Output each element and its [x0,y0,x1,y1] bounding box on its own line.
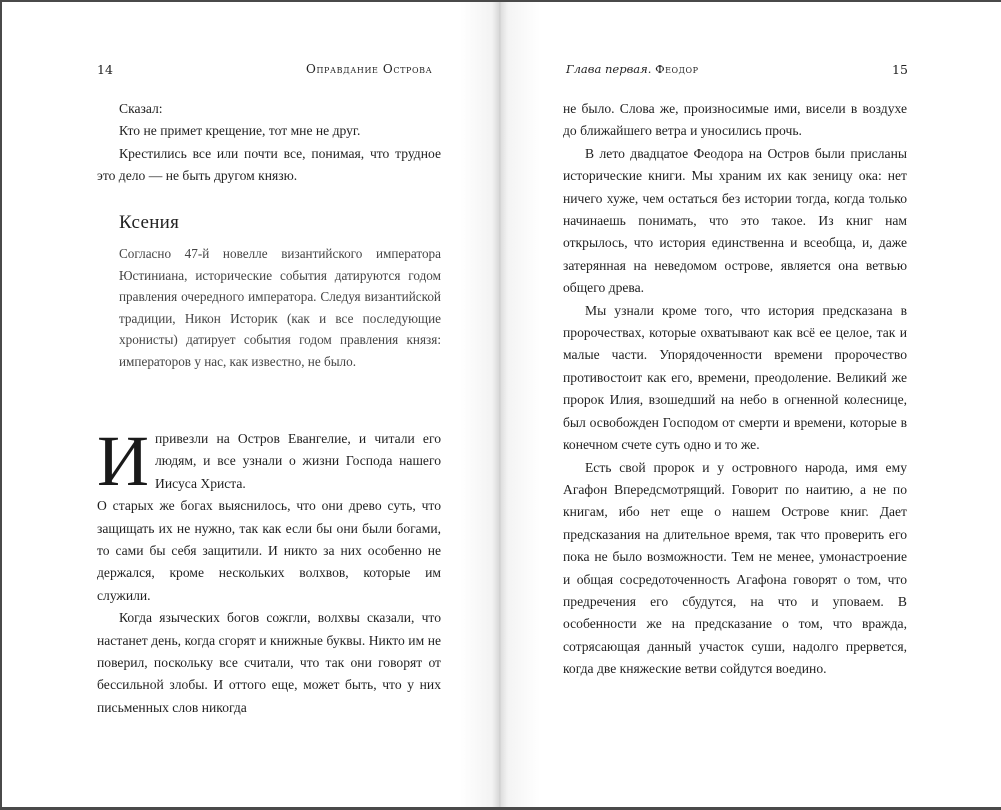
opening-paragraph: Крестились все или почти все, понимая, что трудное это дело — не быть другом князю. [97,145,441,184]
paragraph: О старых же богах выяснилось, что они древо суть, что защищать их не нужно, так как если бы они были богами, то сами бы себя защитили. И никто за них особенно не держался, кроме нескольких волхвов, которые им служили. [97,498,441,603]
chapter-name: Феодор [655,62,699,76]
left-running-head: Оправдание Острова [306,62,433,76]
note-paragraph: Согласно 47-й новелле византийского императора Юстиниана, исторические события датируются годом правления очередного императора. Следуя византийской традиции, Никон Историк (как и все последующие хронисты) датирует события годом правления князя: императоров у нас, как известно, не было. [119,246,441,369]
chapter-label: Глава первая. [566,62,652,76]
opening-line-1: Сказал: [119,101,163,116]
left-page-number: 14 [97,62,113,77]
chapter-lead-paragraph [97,421,441,501]
opening-text [97,98,441,188]
paragraph: Мы узнали кроме того, что история предсказана в пророчествах, которые охватывают как всё ее целое, так и малые части. Упорядоченности времени пророчество противостоит как его, времени, преодоление. Великий же пророк Илия, взошедший на небо в огненной колеснице, был освобожден Господом от смерти и времени, которые в конечном счете суть одно и то же. [563,302,907,453]
opening-line-2: Кто не примет крещение, тот мне не друг. [119,123,361,139]
scan-edge-left [0,0,2,810]
right-running-head [566,62,698,76]
chapter-text [97,421,441,719]
right-page [500,0,1001,810]
right-text [563,98,907,681]
section-title: Ксения [119,212,180,233]
paragraph: Есть свой пророк и у островного народа, имя ему Агафон Впередсмотрящий. Говорит по наитию, а не по книгам, ибо нет еще о нашем Острове книг. Дает предсказания на длительное время, так что проверить его пока не было возможности. Тем не менее, умонастроение и общая сосредоточенность Агафона говорят о том, что предречения его сбудутся, на что и уповаем. В особенности же на предсказание о том, что вражда, сотрясающая данный участок суши, надолго прервется, когда две княжеские ветви сойдутся воедино. [563,459,907,677]
chapter-lead: привезли на Остров Евангелие, и читали его людям, и все узнали о жизни Господа нашего Иисуса Христа. [155,431,441,491]
paragraph: В лето двадцатое Феодора на Остров были присланы исторические книги. Мы храним их как зеницу ока: нет ничего хуже, чем остаться без истории тогда, когда только начинаешь понимать, что это такое. Из книг нам открылось, что история единственна и всеобща, и, даже затерянная на неведомом острове, является она ветвью общего древа. [563,145,907,296]
continuation-paragraph: не было. Слова же, произносимые ими, висели в воздухе до ближайшего ветра и уносились прочь. [563,101,907,139]
historical-note [119,243,441,373]
drop-cap: И [97,421,149,501]
left-page [0,0,500,810]
scan-edge-top [0,0,1001,2]
paragraph: Когда языческих богов сожгли, волхвы сказали, что настанет день, когда сгорят и книжные буквы. Никто им не поверил, поскольку все считали, что так они говорят от бессильной злобы. И оттого еще, может быть, что у них письменных слов никогда [97,610,441,715]
right-page-number: 15 [892,62,908,77]
